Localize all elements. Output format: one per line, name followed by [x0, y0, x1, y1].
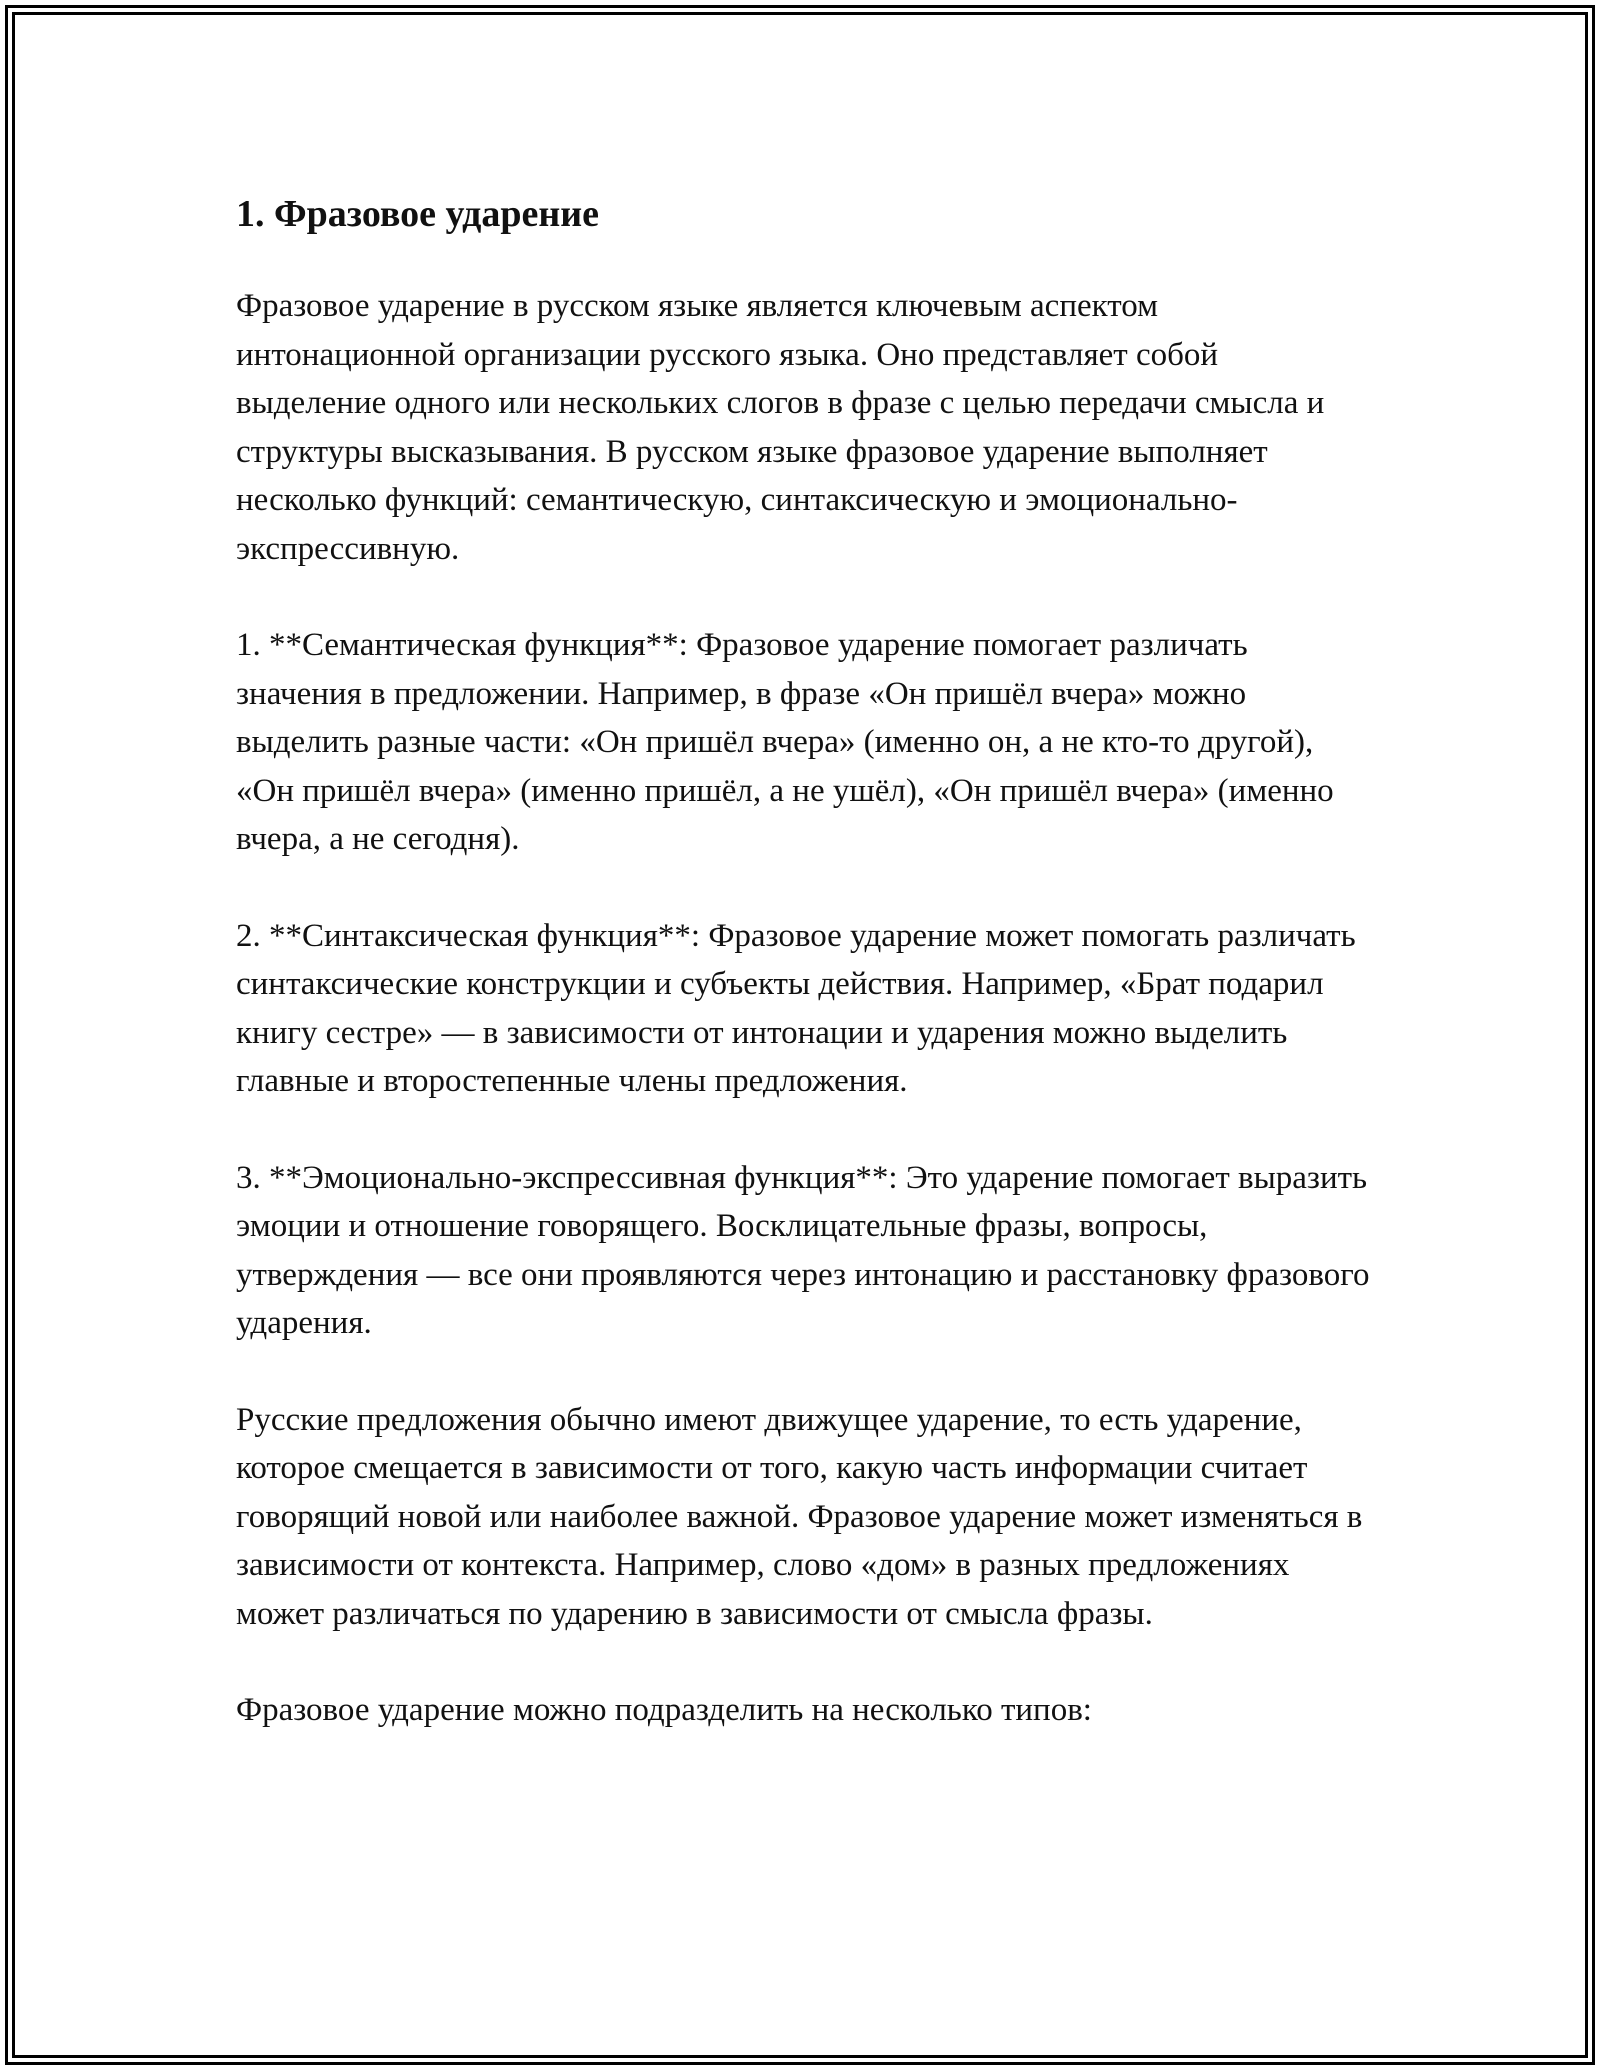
paragraph-mobile-stress: Русские предложения обычно имеют движущее ударение, то есть ударение, которое смещается в зависимости от того, какую часть информации считает говорящий новой или наиболее важной. Фразовое ударение может изменяться в зависимости от контекста. Например, слово «дом» в разных предложениях может различаться по ударению в зависимости от смысла фразы.	[236, 1401, 1363, 1632]
paragraph-semantic-function: 1. **Семантическая функция**: Фразовое ударение помогает различать значения в предложении. Например, в фразе «Он пришёл вчера» можно выделить разные части: «Он пришёл вчера» (именно он, а не кто-то другой), «Он пришёл вчера» (именно пришёл, а не ушёл), «Он пришёл вчера» (именно вчера, а не сегодня).	[236, 627, 1334, 857]
paragraph-syntactic-function: 2. **Синтаксическая функция**: Фразовое ударение может помогать различать синтаксические конструкции и субъекты действия. Например, «Брат подарил книгу сестре» — в зависимости от интонации и ударения можно выделить главные и второстепенные члены предложения.	[236, 917, 1356, 1099]
section-heading: 1. Фразовое ударение	[236, 193, 599, 235]
paragraph-types-intro: Фразовое ударение можно подразделить на несколько типов:	[236, 1692, 1092, 1728]
paragraph-expressive-function: 3. **Эмоционально-экспрессивная функция**: Это ударение помогает выразить эмоции и отношение говорящего. Восклицательные фразы, вопросы, утверждения — все они проявляются через интонацию и расстановку фразового ударения.	[236, 1159, 1370, 1341]
paragraph-intro: Фразовое ударение в русском языке является ключевым аспектом интонационной организации русского языка. Оно представляет собой выделение одного или нескольких слогов в фразе с целью передачи смысла и структуры высказывания. В русском языке фразовое ударение выполняет несколько функций: семантическую, синтаксическую и эмоционально-экспрессивную.	[236, 288, 1325, 567]
document-body	[236, 182, 1376, 1783]
